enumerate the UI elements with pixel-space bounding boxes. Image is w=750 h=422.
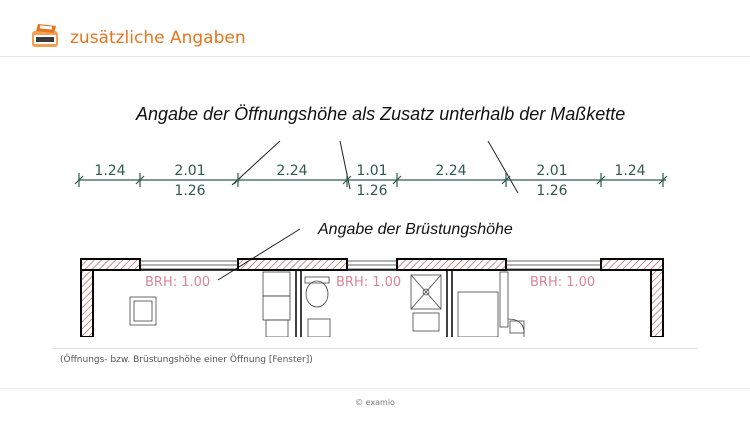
dimension-label-top: 1.24 (614, 163, 646, 179)
caption-divider (52, 348, 698, 349)
page-title: zusätzliche Angaben (70, 28, 246, 48)
brh-label: BRH: 1.00 (530, 275, 596, 290)
brh-label: BRH: 1.00 (336, 275, 402, 290)
dimension-label-top: 2.24 (435, 163, 467, 179)
figure-caption: (Öffnungs- bzw. Brüstungshöhe einer Öffnung [Fenster]) (60, 355, 313, 365)
dimension-labels (94, 163, 645, 199)
leader-line (488, 141, 518, 193)
annotation-sill-height: Angabe der Brüstungshöhe (318, 221, 513, 238)
dimension-label-top: 1.01 (356, 163, 388, 179)
floor-plan-drawing (0, 57, 750, 337)
dimension-label-bottom: 1.26 (174, 183, 206, 199)
floor-plan (81, 259, 663, 337)
copyright-notice: © examio (355, 398, 395, 407)
book-stack-icon (30, 22, 62, 52)
window-openings (140, 261, 601, 269)
brh-label: BRH: 1.00 (145, 275, 211, 290)
sill-height-labels (145, 275, 595, 290)
dimension-label-bottom: 1.26 (536, 183, 568, 199)
dimension-label-top: 2.24 (276, 163, 308, 179)
dimension-label-top: 2.01 (174, 163, 206, 179)
page-header (0, 0, 750, 56)
footer-divider (0, 388, 750, 389)
dimension-label-top: 2.01 (536, 163, 568, 179)
annotation-opening-height: Angabe der Öffnungshöhe als Zusatz unterhalb der Maßkette (136, 104, 626, 124)
dimension-label-bottom: 1.26 (356, 183, 388, 199)
dimension-label-top: 1.24 (94, 163, 126, 179)
